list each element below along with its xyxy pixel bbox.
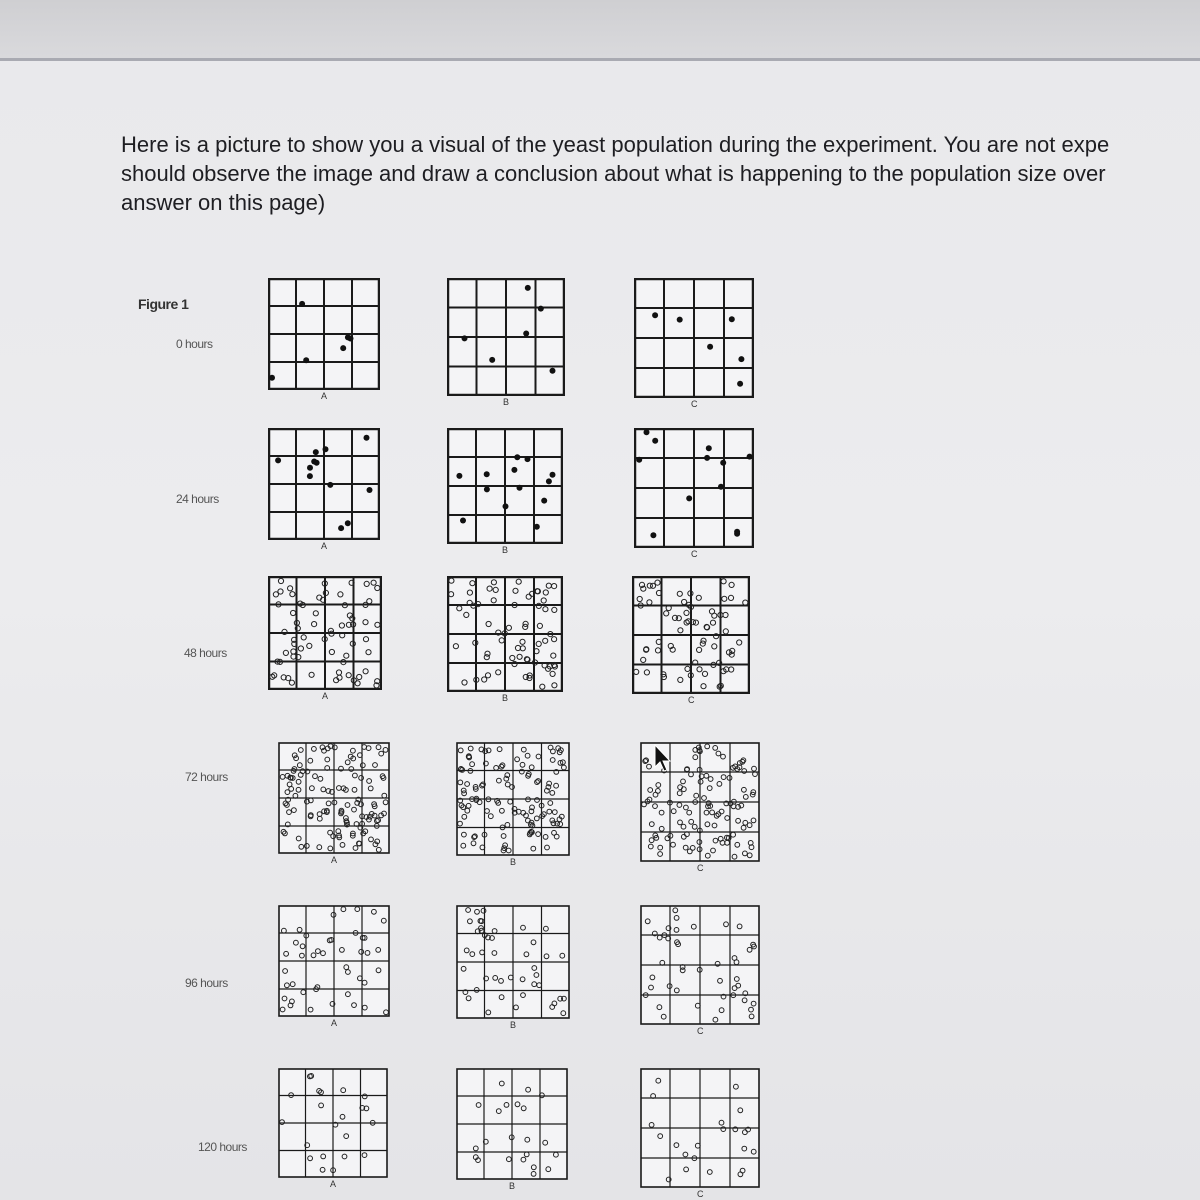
grid-drawing bbox=[640, 905, 760, 1025]
yeast-cell bbox=[511, 467, 517, 473]
sample-letter: C bbox=[697, 1189, 704, 1199]
yeast-cell bbox=[707, 344, 713, 350]
yeast-cell bbox=[541, 498, 547, 504]
yeast-cell bbox=[517, 485, 523, 491]
yeast-cell bbox=[523, 331, 529, 337]
hemocytometer-grid bbox=[640, 905, 760, 1025]
yeast-cell bbox=[348, 336, 354, 342]
grid-drawing bbox=[268, 428, 380, 540]
yeast-cell bbox=[338, 525, 344, 531]
sample-letter: C bbox=[688, 695, 695, 705]
yeast-cell bbox=[650, 532, 656, 538]
top-bar bbox=[0, 0, 1200, 62]
hemocytometer-grid bbox=[447, 576, 563, 692]
hemocytometer-grid bbox=[456, 742, 570, 856]
hemocytometer-grid bbox=[278, 1068, 388, 1178]
yeast-cell bbox=[729, 316, 735, 322]
yeast-cell bbox=[345, 520, 351, 526]
hemocytometer-grid bbox=[456, 905, 570, 1019]
hemocytometer-grid bbox=[268, 278, 380, 390]
yeast-cell bbox=[269, 375, 275, 381]
sample-letter: A bbox=[331, 855, 338, 865]
yeast-cell bbox=[734, 531, 740, 537]
yeast-cell bbox=[720, 460, 726, 466]
hemocytometer-grid bbox=[632, 576, 750, 694]
yeast-cell bbox=[462, 335, 468, 341]
hemocytometer-grid bbox=[268, 576, 382, 690]
yeast-cell bbox=[550, 368, 556, 374]
grid-drawing bbox=[278, 742, 390, 854]
yeast-cell bbox=[311, 459, 317, 465]
sample-letter: C bbox=[691, 399, 698, 409]
intro-line-1: Here is a picture to show you a visual of the yeast population during the experiment. You are not expe bbox=[121, 132, 1110, 157]
yeast-cell bbox=[514, 454, 520, 460]
hemocytometer-grid bbox=[278, 905, 390, 1017]
hemocytometer-grid bbox=[640, 1068, 760, 1188]
time-label: 24 hours bbox=[176, 492, 219, 506]
yeast-cell bbox=[546, 478, 552, 484]
yeast-cell bbox=[489, 357, 495, 363]
hemocytometer-grid bbox=[634, 278, 754, 398]
yeast-cell bbox=[747, 454, 753, 460]
time-label: 72 hours bbox=[185, 770, 228, 784]
figure-label: Figure 1 bbox=[138, 296, 189, 312]
intro-paragraph bbox=[121, 130, 1200, 217]
grid-drawing bbox=[278, 1068, 388, 1178]
yeast-cell bbox=[503, 503, 509, 509]
page-background bbox=[0, 61, 1200, 1200]
grid-drawing bbox=[640, 1068, 760, 1188]
sample-letter: B bbox=[502, 545, 509, 555]
yeast-cell bbox=[460, 518, 466, 524]
grid-drawing bbox=[268, 576, 382, 690]
yeast-cell bbox=[534, 524, 540, 530]
yeast-cell bbox=[538, 306, 544, 312]
sample-letter: B bbox=[509, 1181, 516, 1191]
yeast-cell bbox=[327, 482, 333, 488]
yeast-cell bbox=[652, 312, 658, 318]
grid-drawing bbox=[634, 278, 754, 398]
yeast-cell bbox=[738, 356, 744, 362]
hemocytometer-grid bbox=[268, 428, 380, 540]
sample-letter: A bbox=[331, 1018, 338, 1028]
yeast-cell bbox=[367, 487, 373, 493]
cursor-arrow-icon bbox=[654, 744, 676, 774]
grid-drawing bbox=[447, 576, 563, 692]
yeast-cell bbox=[340, 345, 346, 351]
hemocytometer-grid bbox=[447, 428, 563, 544]
grid-drawing bbox=[268, 278, 380, 390]
yeast-cell bbox=[737, 381, 743, 387]
sample-letter: C bbox=[697, 863, 704, 873]
yeast-cell bbox=[299, 301, 305, 307]
yeast-cell bbox=[303, 357, 309, 363]
yeast-cell bbox=[706, 445, 712, 451]
sample-letter: B bbox=[510, 1020, 517, 1030]
grid-drawing bbox=[278, 905, 390, 1017]
grid-drawing bbox=[456, 1068, 568, 1180]
sample-letter: A bbox=[321, 541, 328, 551]
grid-drawing bbox=[632, 576, 750, 694]
grid-drawing bbox=[447, 278, 565, 396]
yeast-cell bbox=[550, 472, 556, 478]
yeast-cell bbox=[456, 473, 462, 479]
yeast-cell bbox=[636, 457, 642, 463]
grid-drawing bbox=[456, 905, 570, 1019]
hemocytometer-grid bbox=[634, 428, 754, 548]
hemocytometer-grid bbox=[278, 742, 390, 854]
grid-drawing bbox=[447, 428, 563, 544]
yeast-cell bbox=[364, 435, 370, 441]
sample-letter: C bbox=[691, 549, 698, 559]
yeast-cell bbox=[686, 495, 692, 501]
sample-letter: A bbox=[322, 691, 329, 701]
time-label: 96 hours bbox=[185, 976, 228, 990]
yeast-cell bbox=[652, 438, 658, 444]
sample-letter: A bbox=[330, 1179, 337, 1189]
time-label: 120 hours bbox=[198, 1140, 247, 1154]
intro-line-3: answer on this page) bbox=[121, 190, 326, 215]
yeast-cell bbox=[525, 285, 531, 291]
time-label: 48 hours bbox=[184, 646, 227, 660]
sample-letter: A bbox=[321, 391, 328, 401]
yeast-cell bbox=[644, 429, 650, 435]
time-label: 0 hours bbox=[176, 337, 213, 351]
yeast-cell bbox=[313, 449, 319, 455]
yeast-cell bbox=[307, 473, 313, 479]
sample-letter: B bbox=[502, 693, 509, 703]
yeast-cell bbox=[323, 446, 329, 452]
yeast-cell bbox=[677, 317, 683, 323]
yeast-cell bbox=[484, 471, 490, 477]
sample-letter: B bbox=[510, 857, 517, 867]
yeast-cell bbox=[275, 457, 281, 463]
sample-letter: B bbox=[503, 397, 510, 407]
yeast-cell bbox=[704, 455, 710, 461]
grid-drawing bbox=[634, 428, 754, 548]
sample-letter: C bbox=[697, 1026, 704, 1036]
hemocytometer-grid bbox=[456, 1068, 568, 1180]
yeast-cell bbox=[307, 465, 313, 471]
yeast-cell bbox=[718, 484, 724, 490]
hemocytometer-grid bbox=[447, 278, 565, 396]
yeast-cell bbox=[484, 486, 490, 492]
grid-drawing bbox=[456, 742, 570, 856]
intro-line-2: should observe the image and draw a conclusion about what is happening to the population size over bbox=[121, 161, 1106, 186]
yeast-cell bbox=[525, 456, 531, 462]
